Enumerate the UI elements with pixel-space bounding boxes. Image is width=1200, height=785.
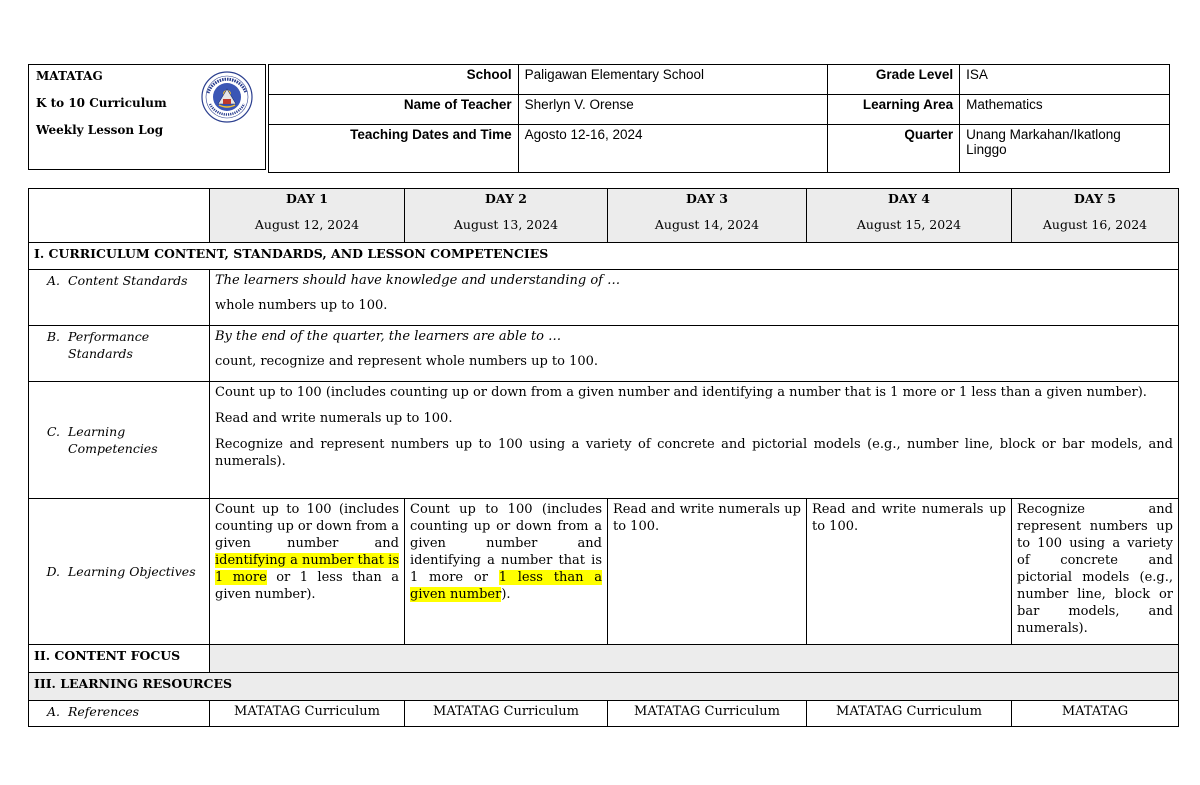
day-1-name: DAY 1 xyxy=(286,191,328,206)
content-standards-letter: A. xyxy=(46,273,60,288)
content-standards-intro: The learners should have knowledge and understanding of … xyxy=(215,273,621,288)
header-title-line1: MATATAG xyxy=(36,69,103,83)
day-4-date: August 15, 2024 xyxy=(856,217,962,232)
reference-day-5: MATATAG xyxy=(1012,701,1179,727)
teaching-dates-label: Teaching Dates and Time xyxy=(269,125,519,173)
day-2-header xyxy=(405,189,608,243)
objective-day-2-highlight: 1 less than a given number xyxy=(410,570,602,602)
header-title-box xyxy=(28,64,266,170)
references-row xyxy=(29,701,1179,727)
day-3-date: August 14, 2024 xyxy=(654,217,760,232)
learning-competencies-row xyxy=(29,382,1179,499)
grade-level-label: Grade Level xyxy=(828,65,960,95)
objective-day-1-highlight: identifying a number that is 1 more xyxy=(215,553,399,585)
performance-standards-label-cell xyxy=(29,326,210,382)
content-focus-bar xyxy=(210,645,1179,673)
objective-day-3: Read and write numerals up to 100. xyxy=(608,499,807,645)
objective-day-2: Count up to 100 (includes counting up or down from a given number and identifying a number that is 1 more or 1 less than a given number). xyxy=(405,499,608,645)
learning-competencies-letter: C. xyxy=(46,424,60,439)
section-1-title: I. CURRICULUM CONTENT, STANDARDS, AND LESSON COMPETENCIES xyxy=(29,243,1179,270)
reference-day-2: MATATAG Curriculum xyxy=(405,701,608,727)
teaching-dates-value: Agosto 12-16, 2024 xyxy=(518,125,828,173)
competency-1: Count up to 100 (includes counting up or down from a given number and identifying a number that is 1 more or 1 less than a given number). xyxy=(215,385,1147,400)
objective-day-4: Read and write numerals up to 100. xyxy=(807,499,1012,645)
learning-objectives-row xyxy=(29,499,1179,645)
day-2-date: August 13, 2024 xyxy=(453,217,559,232)
reference-day-3: MATATAG Curriculum xyxy=(608,701,807,727)
day-header-row xyxy=(29,189,1179,243)
school-value: Paligawan Elementary School xyxy=(518,65,828,95)
references-label: References xyxy=(68,704,140,719)
deped-seal-logo xyxy=(201,71,253,123)
learning-competencies-label-cell xyxy=(29,382,210,499)
teacher-value: Sherlyn V. Orense xyxy=(518,95,828,125)
content-focus-row xyxy=(29,645,1179,673)
references-letter: A. xyxy=(46,704,60,719)
competency-3: Recognize and represent numbers up to 100 using a variety of concrete and pictorial models (e.g., number line, block or bar models, and numerals). xyxy=(215,437,1173,469)
school-label: School xyxy=(269,65,519,95)
performance-standards-body xyxy=(210,326,1179,382)
objective-day-1: Count up to 100 (includes counting up or down from a given number and identifying a number that is 1 more or 1 less than a given number). xyxy=(210,499,405,645)
weekly-lesson-table xyxy=(28,188,1179,727)
learning-area-label: Learning Area xyxy=(828,95,960,125)
learning-competencies-body xyxy=(210,382,1179,499)
day-3-name: DAY 3 xyxy=(686,191,728,206)
reference-day-4: MATATAG Curriculum xyxy=(807,701,1012,727)
reference-day-1: MATATAG Curriculum xyxy=(210,701,405,727)
learning-area-value: Mathematics xyxy=(960,95,1170,125)
day-5-date: August 16, 2024 xyxy=(1042,217,1148,232)
objective-day-5: Recognize and represent numbers up to 100 using a variety of concrete and pictorial models (e.g., number line, block or bar models, and numerals). xyxy=(1012,499,1179,645)
header-title-line3: Weekly Lesson Log xyxy=(36,123,164,137)
day-5-header xyxy=(1012,189,1179,243)
learning-objectives-letter: D. xyxy=(46,564,60,579)
content-standards-body xyxy=(210,270,1179,326)
performance-standards-letter: B. xyxy=(46,329,60,344)
header-title-line2: K to 10 Curriculum xyxy=(36,96,167,110)
day-4-header xyxy=(807,189,1012,243)
quarter-label: Quarter xyxy=(828,125,960,173)
section-3-title: III. LEARNING RESOURCES xyxy=(29,673,1179,701)
content-standards-text: whole numbers up to 100. xyxy=(215,298,388,313)
learning-objectives-label-cell xyxy=(29,499,210,645)
learning-objectives-label: Learning Objectives xyxy=(68,564,196,579)
learning-competencies-label: Learning Competencies xyxy=(68,424,158,456)
header-info-table xyxy=(268,64,1170,173)
day-2-name: DAY 2 xyxy=(485,191,527,206)
corner-cell xyxy=(29,189,210,243)
lesson-log-header xyxy=(28,64,1170,172)
quarter-value: Unang Markahan/Ikatlong Linggo xyxy=(960,125,1170,173)
performance-standards-text: count, recognize and represent whole numbers up to 100. xyxy=(215,354,599,369)
day-4-name: DAY 4 xyxy=(888,191,930,206)
performance-standards-label: Performance Standards xyxy=(68,329,150,361)
performance-standards-intro: By the end of the quarter, the learners are able to … xyxy=(215,329,562,344)
grade-level-value: ISA xyxy=(960,65,1170,95)
day-3-header xyxy=(608,189,807,243)
content-standards-row xyxy=(29,270,1179,326)
content-standards-label-cell xyxy=(29,270,210,326)
performance-standards-row xyxy=(29,326,1179,382)
day-5-name: DAY 5 xyxy=(1074,191,1116,206)
section-2-title: II. CONTENT FOCUS xyxy=(29,645,210,673)
competency-2: Read and write numerals up to 100. xyxy=(215,411,453,426)
day-1-date: August 12, 2024 xyxy=(254,217,360,232)
content-standards-label: Content Standards xyxy=(68,273,188,288)
day-1-header xyxy=(210,189,405,243)
teacher-label: Name of Teacher xyxy=(269,95,519,125)
references-label-cell xyxy=(29,701,210,727)
